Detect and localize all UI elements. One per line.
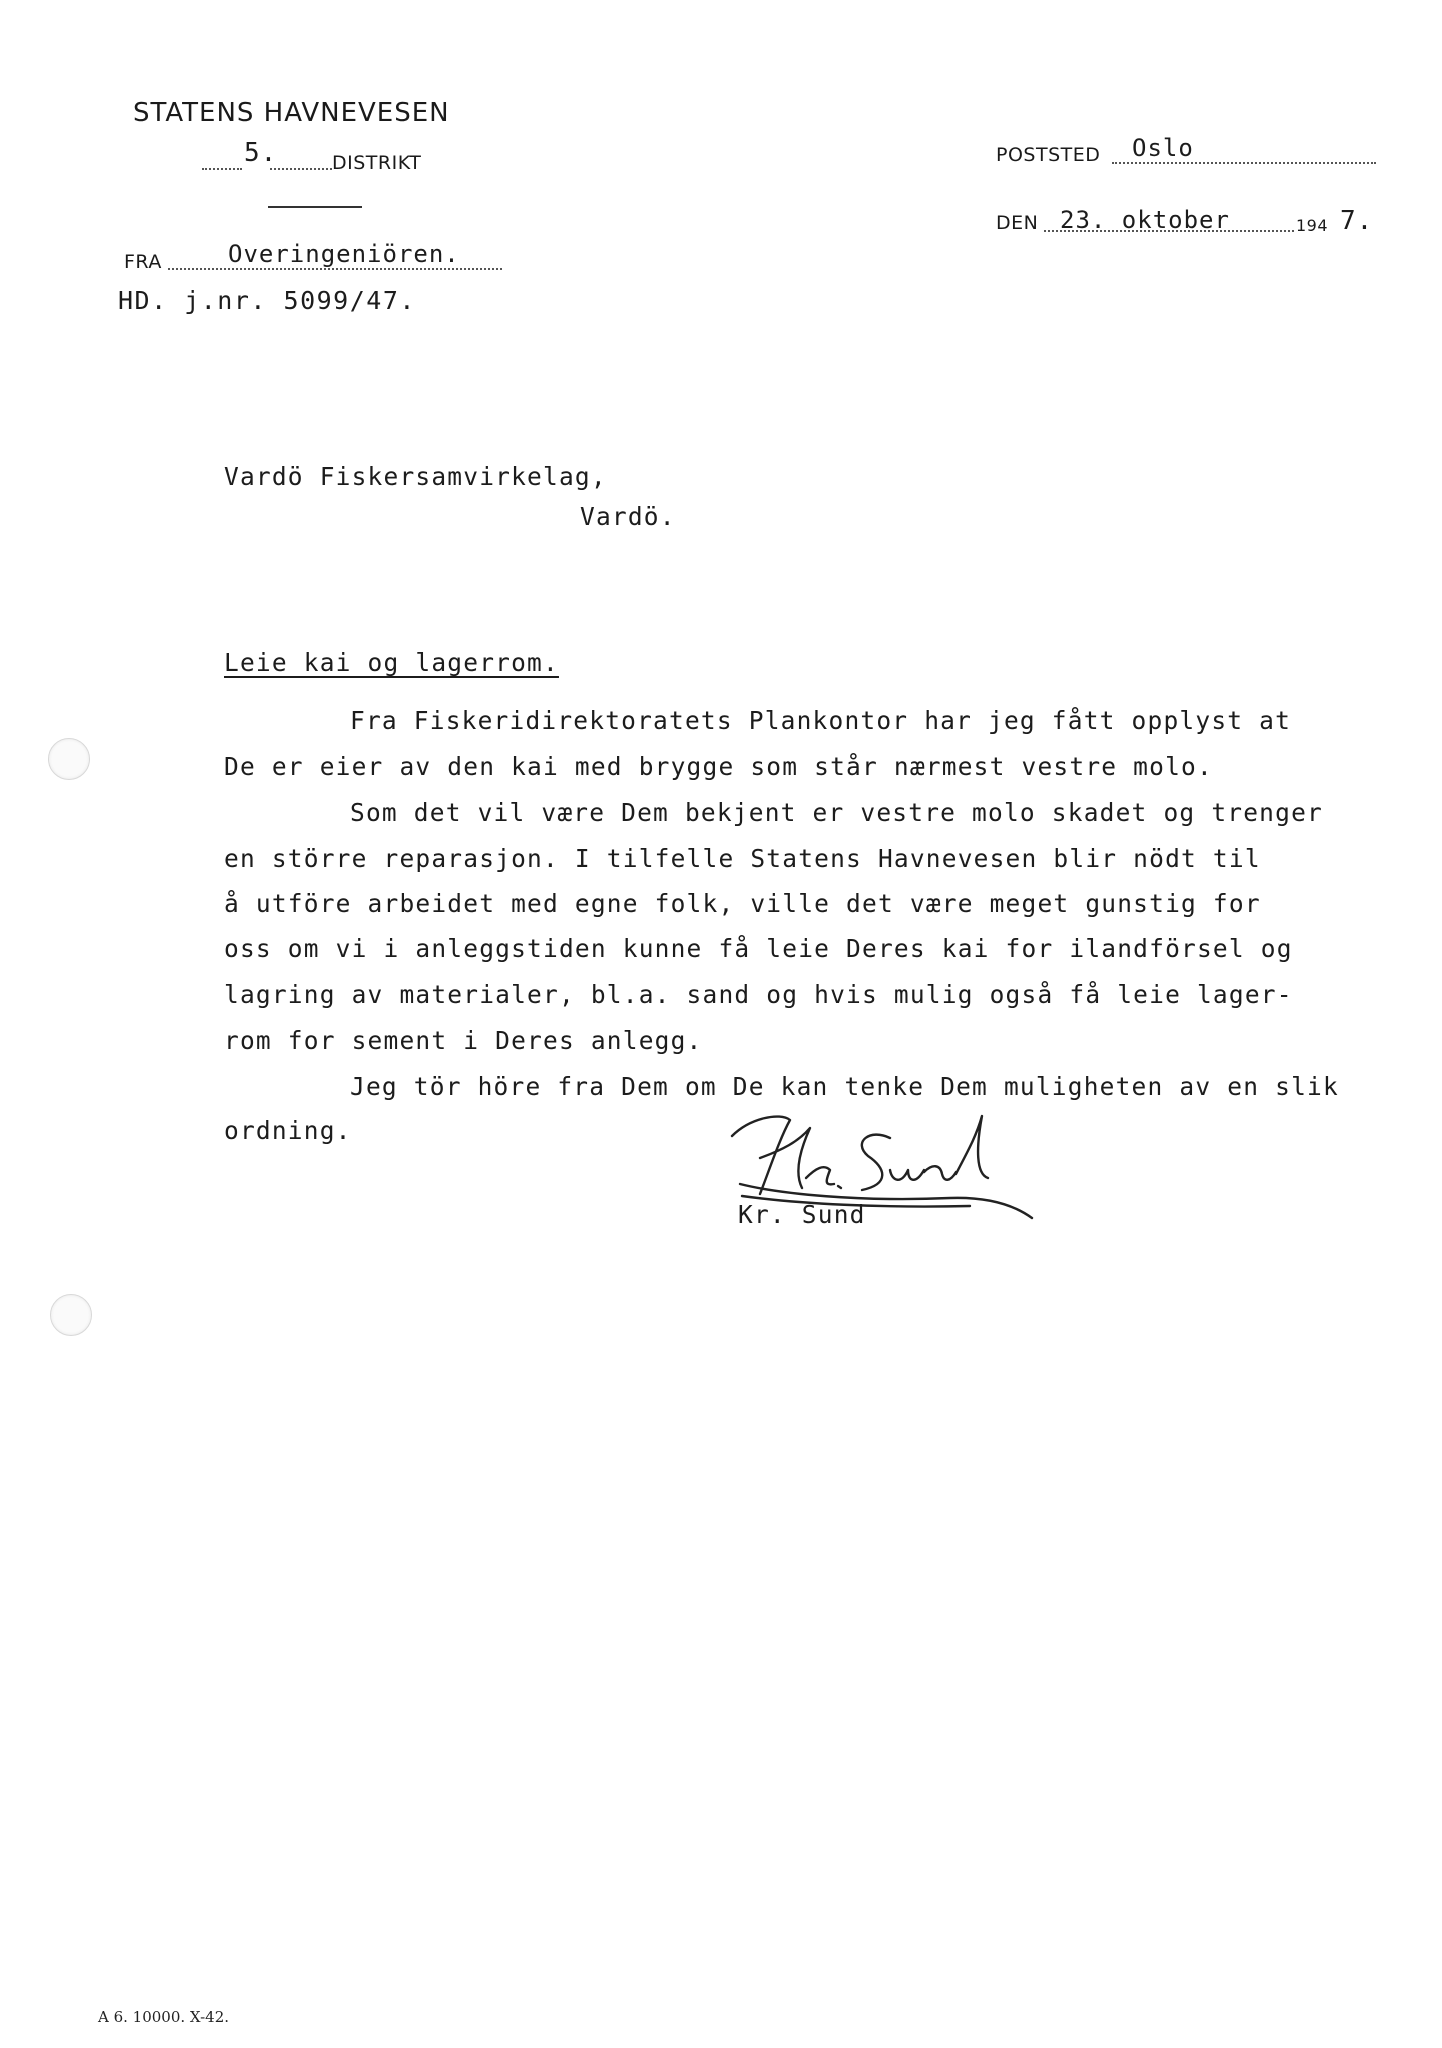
- punch-hole-upper: [48, 738, 90, 780]
- date-day-month: 23. oktober: [1060, 206, 1230, 234]
- poststed-dots: [1112, 162, 1376, 164]
- recipient-line-2: Vardö.: [580, 502, 676, 531]
- district-dots-left: [202, 168, 242, 170]
- district-dots-right: [270, 168, 332, 170]
- body-line-6: oss om vi i anleggstiden kunne få leie Deres kai for ilandförsel og: [224, 934, 1293, 963]
- body-line-4: en större reparasjon. I tilfelle Statens Havnevesen blir nödt til: [224, 844, 1261, 873]
- from-value: Overingeniören.: [228, 240, 460, 268]
- from-label: FRA: [124, 251, 162, 273]
- year-prefix: 194: [1296, 216, 1329, 235]
- body-line-8: rom for sement i Deres anlegg.: [224, 1026, 703, 1055]
- date-label: DEN: [996, 212, 1039, 234]
- district-number: 5.: [244, 138, 278, 168]
- from-dots: [168, 268, 502, 270]
- journal-number: HD. j.nr. 5099/47.: [118, 286, 416, 315]
- body-line-3: Som det vil være Dem bekjent er vestre molo skadet og trenger: [350, 798, 1323, 827]
- typed-signature-name: Kr. Sund: [738, 1200, 866, 1229]
- year-suffix: 7.: [1340, 206, 1374, 236]
- org-name: STATENS HAVNEVESEN: [133, 98, 450, 128]
- punch-hole-lower: [50, 1294, 92, 1336]
- poststed-label: POSTSTED: [996, 144, 1101, 166]
- body-line-9: Jeg tör höre fra Dem om De kan tenke Dem muligheten av en slik: [350, 1072, 1339, 1101]
- poststed-value: Oslo: [1132, 134, 1194, 162]
- body-line-2: De er eier av den kai med brygge som står nærmest vestre molo.: [224, 752, 1213, 781]
- subject-line: Leie kai og lagerrom.: [224, 648, 559, 677]
- body-line-5: å utföre arbeidet med egne folk, ville det være meget gunstig for: [224, 889, 1261, 918]
- body-line-7: lagring av materialer, bl.a. sand og hvis mulig også få leie lager-: [224, 980, 1293, 1009]
- letterhead-rule: [268, 206, 362, 208]
- body-line-10: ordning.: [224, 1116, 352, 1145]
- print-code: A 6. 10000. X-42.: [98, 2008, 230, 2026]
- district-label: DISTRIKT: [332, 152, 422, 174]
- body-line-1: Fra Fiskeridirektoratets Plankontor har jeg fått opplyst at: [350, 706, 1292, 735]
- recipient-line-1: Vardö Fiskersamvirkelag,: [224, 462, 607, 491]
